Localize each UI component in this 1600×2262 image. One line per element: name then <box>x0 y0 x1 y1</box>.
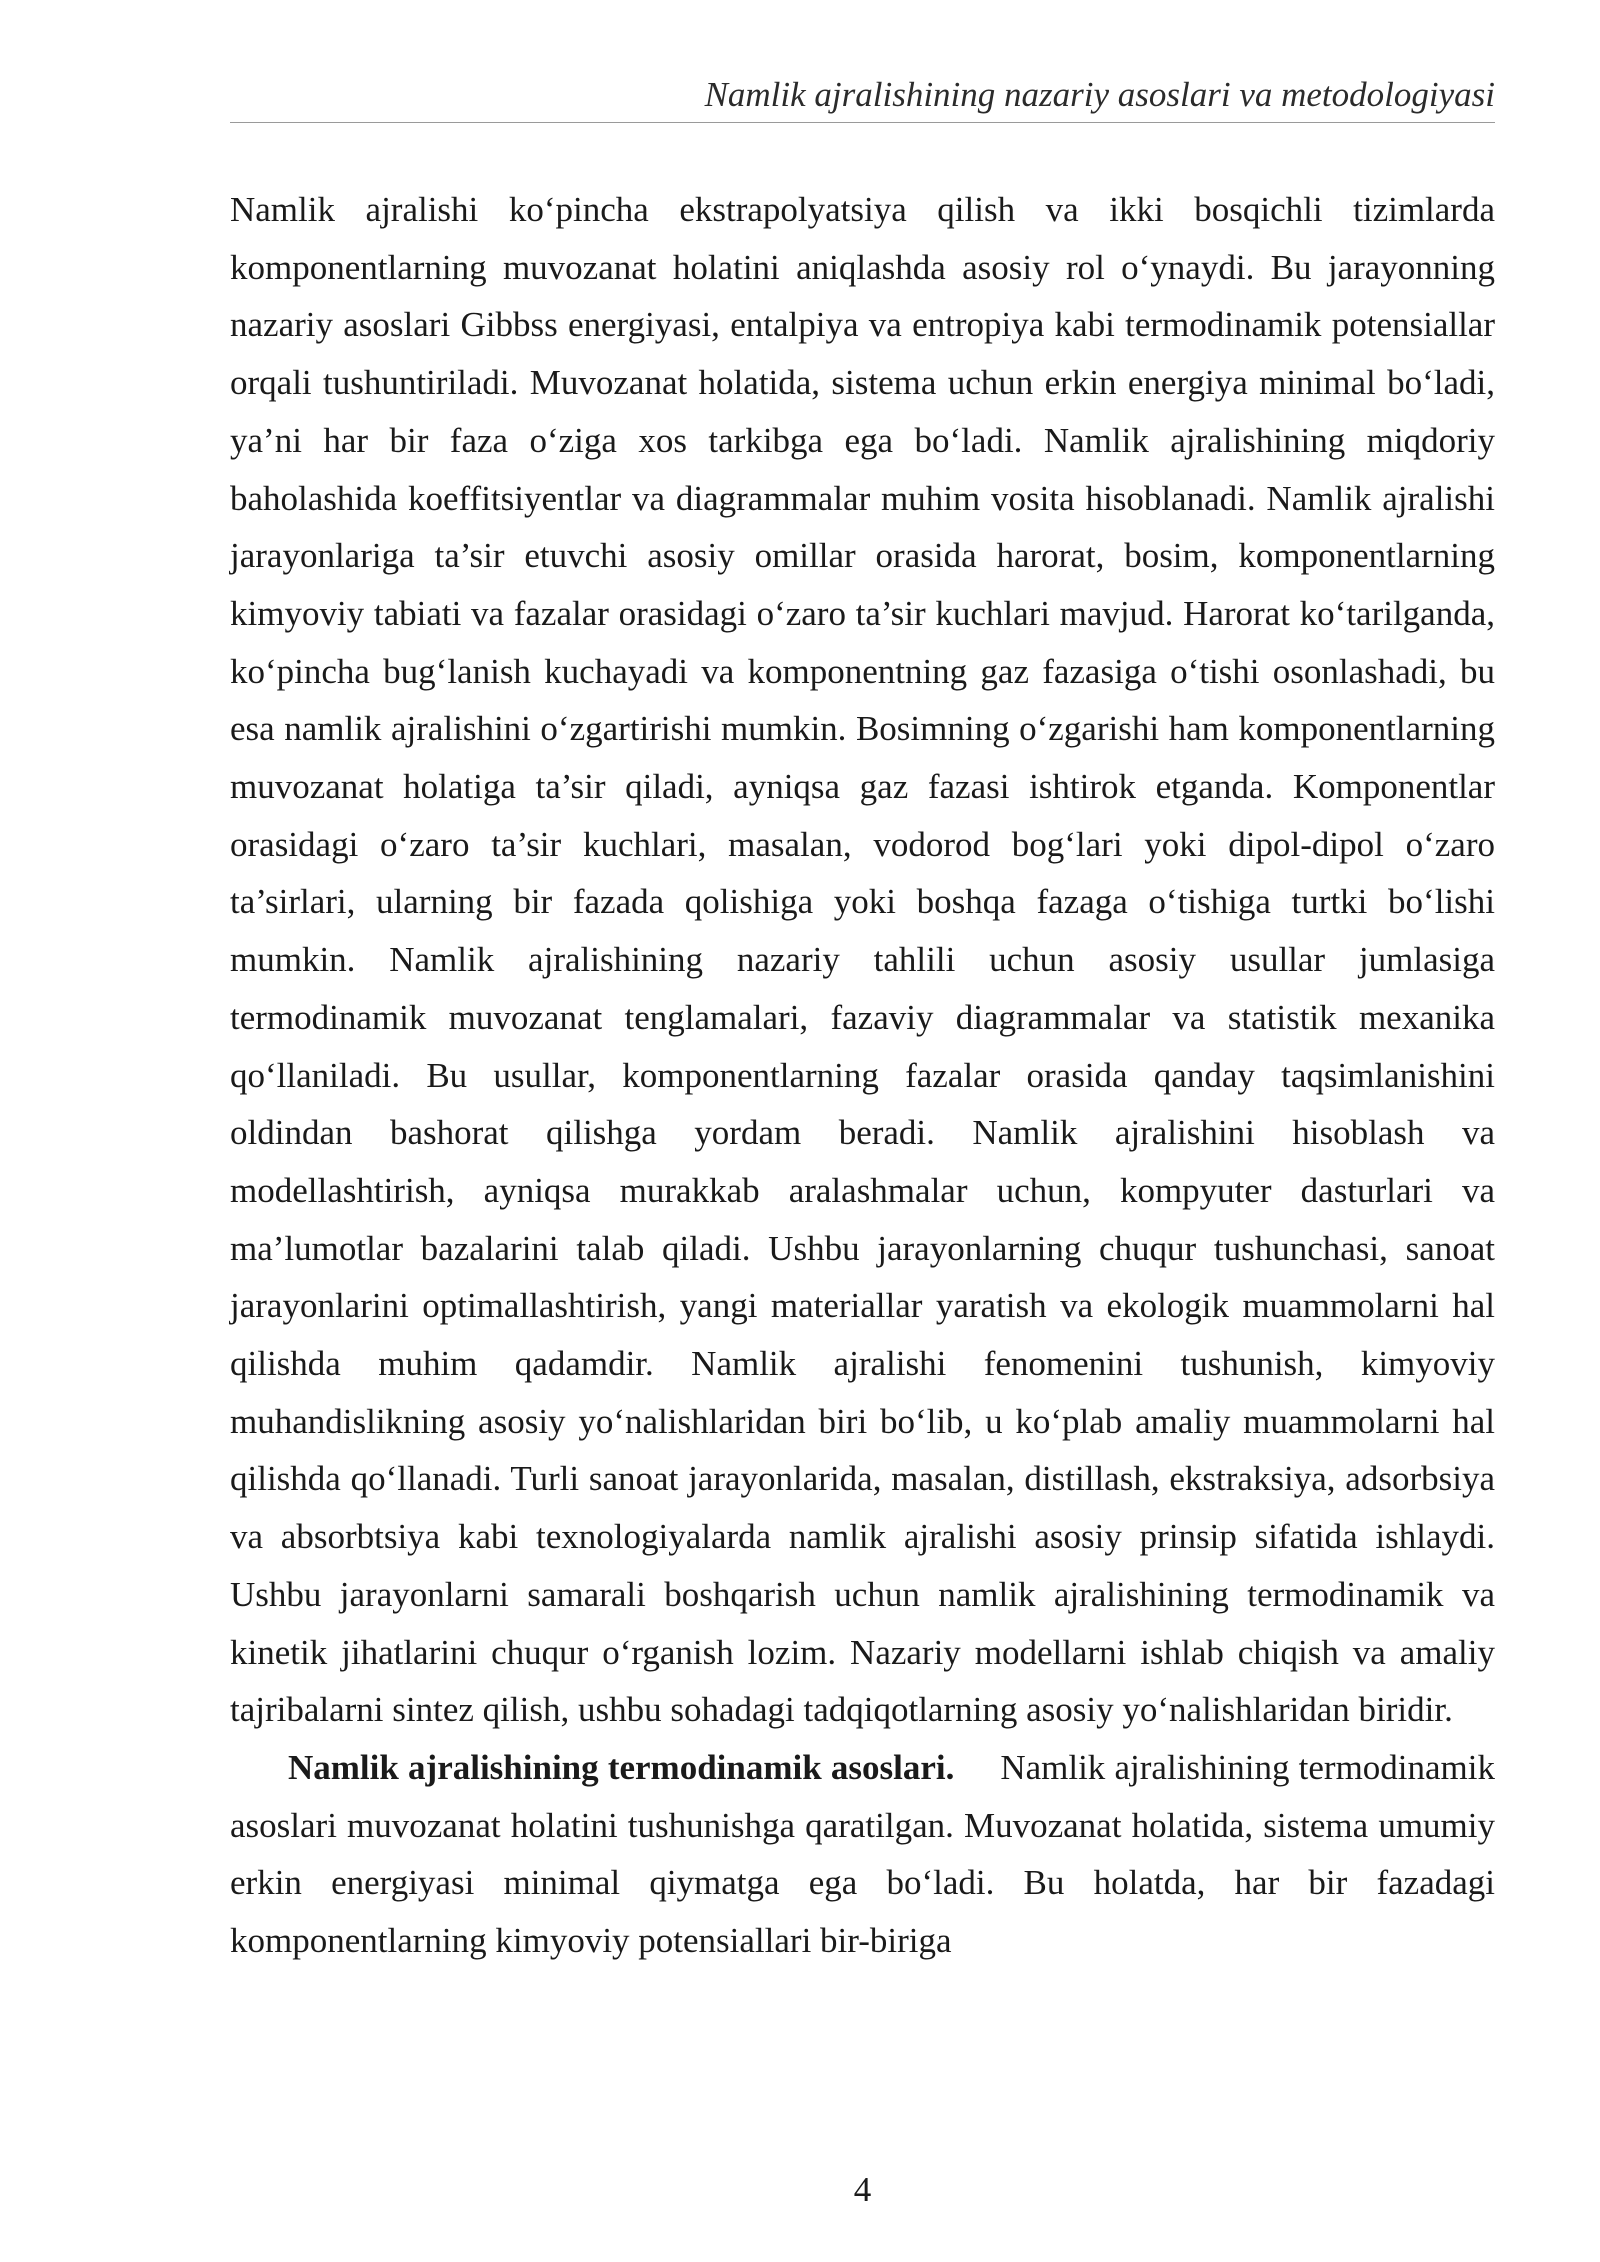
section-paragraph-text: Namlik ajralishining termodinamik asoslari muvozanat holatini tushunishga qaratilgan. Muvozanat holatida, sistema umumiy erkin energiyasi minimal qiymatga ega boʻladi. Bu holatda, har bir fazadagi komponentlarning kimyoviy potensiallari bir-biriga <box>230 1747 1496 1961</box>
running-header: Namlik ajralishining nazariy asoslari va metodologiyasi <box>230 68 1495 123</box>
document-body <box>230 181 1495 1970</box>
section-heading: Namlik ajralishining termodinamik asoslari. <box>288 1747 955 1787</box>
section-paragraph <box>230 1739 1495 1970</box>
page-number: 4 <box>853 2170 872 2209</box>
body-paragraph: Namlik ajralishi koʻpincha ekstrapolyatsiya qilish va ikki bosqichli tizimlarda komponentlarning muvozanat holatini aniqlashda asosiy rol oʻynaydi. Bu jarayonning nazariy asoslari Gibbss energiyasi, entalpiya va entropiya kabi termodinamik potensiallar orqali tushuntiriladi. Muvozanat holatida, sistema uchun erkin energiya minimal boʻladi, ya’ni har bir faza oʻziga xos tarkibga ega boʻladi. Namlik ajralishining miqdoriy baholashida koeffitsiyentlar va diagrammalar muhim vosita hisoblanadi. Namlik ajralishi jarayonlariga ta’sir etuvchi asosiy omillar orasida harorat, bosim, komponentlarning kimyoviy tabiati va fazalar orasidagi oʻzaro ta’sir kuchlari mavjud. Harorat koʻtarilganda, koʻpincha bugʻlanish kuchayadi va komponentning gaz fazasiga oʻtishi osonlashadi, bu esa namlik ajralishini oʻzgartirishi mumkin. Bosimning oʻzgarishi ham komponentlarning muvozanat holatiga ta’sir qiladi, ayniqsa gaz fazasi ishtirok etganda. Komponentlar orasidagi oʻzaro ta’sir kuchlari, masalan, vodorod bogʻlari yoki dipol-dipol oʻzaro ta’sirlari, ularning bir fazada qolishiga yoki boshqa fazaga oʻtishiga turtki boʻlishi mumkin. Namlik ajralishining nazariy tahlili uchun asosiy usullar jumlasiga termodinamik muvozanat tenglamalari, fazaviy diagrammalar va statistik mexanika qoʻllaniladi. Bu usullar, komponentlarning fazalar orasida qanday taqsimlanishini oldindan bashorat qilishga yordam beradi. Namlik ajralishini hisoblash va modellashtirish, ayniqsa murakkab aralashmalar uchun, kompyuter dasturlari va ma’lumotlar bazalarini talab qiladi. Ushbu jarayonlarning chuqur tushunchasi, sanoat jarayonlarini optimallashtirish, yangi materiallar yaratish va ekologik muammolarni hal qilishda muhim qadamdir. Namlik ajralishi fenomenini tushunish, kimyoviy muhandislikning asosiy yoʻnalishlaridan biri boʻlib, u koʻplab amaliy muammolarni hal qilishda qoʻllanadi. Turli sanoat jarayonlarida, masalan, distillash, ekstraksiya, adsorbsiya va absorbtsiya kabi texnologiyalarda namlik ajralishi asosiy prinsip sifatida ishlaydi. Ushbu jarayonlarni samarali boshqarish uchun namlik ajralishining termodinamik va kinetik jihatlarini chuqur oʻrganish lozim. Nazariy modellarni ishlab chiqish va amaliy tajribalarni sintez qilish, ushbu sohadagi tadqiqotlarning asosiy yoʻnalishlaridan biridir. <box>230 190 1495 1730</box>
